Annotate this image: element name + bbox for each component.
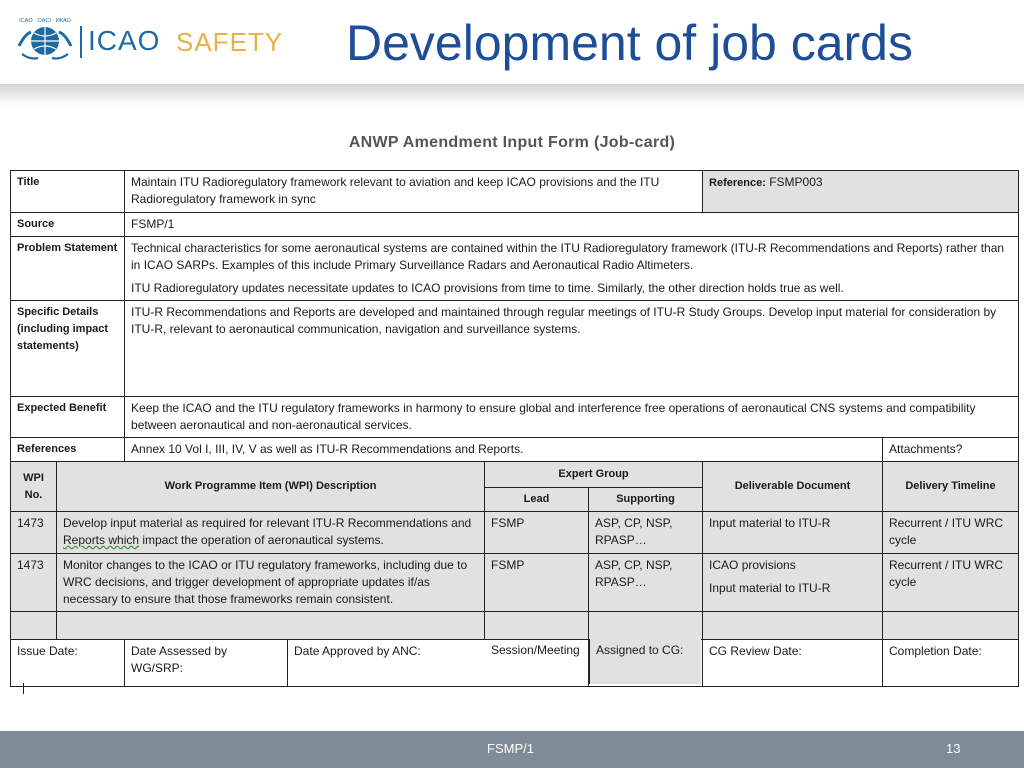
- wpi-number: 1473: [11, 512, 57, 554]
- wpi-deliverable: ICAO provisions Input material to ITU-R: [703, 554, 883, 612]
- empty-cell: [11, 612, 57, 640]
- wpi-description: Monitor changes to the ICAO or ITU regulatory frameworks, including due to WRC decisions, and trigger development of appropriate updates if/as necessary to ensure that those frameworks remain consistent.: [57, 554, 485, 612]
- wpi-row: [11, 554, 1019, 612]
- margin-tick: [23, 683, 24, 694]
- reference-cell: [703, 171, 1019, 213]
- cg-review-date-cell: CG Review Date:: [703, 640, 883, 687]
- issue-date-cell: Issue Date:: [11, 640, 125, 687]
- specific-details-row: [11, 301, 1019, 397]
- assigned-to-cg-cell: Assigned to CG:: [589, 639, 701, 684]
- title-value: Maintain ITU Radioregulatory framework relevant to aviation and keep ICAO provisions and the ITU Radioregulatory framework in sync: [125, 171, 703, 213]
- title-label: Title: [11, 171, 125, 213]
- footer-label: FSMP/1: [487, 741, 534, 756]
- attachments-label: Attachments?: [883, 438, 1019, 462]
- wpi-number-header: WPI No.: [11, 462, 57, 512]
- wpi-row: [11, 512, 1019, 554]
- header-shadow: [0, 84, 1024, 106]
- expected-benefit-value: Keep the ICAO and the ITU regulatory frameworks in harmony to ensure global and interference free operations of aeronautical CNS systems and compatibility between aeronautical and non-aeronautical services.: [125, 397, 1019, 438]
- empty-cell: [57, 612, 485, 640]
- source-row: [11, 213, 1019, 237]
- date-assessed-cell: Date Assessed by WG/SRP:: [125, 640, 288, 686]
- date-approved-cell: Date Approved by ANC:: [294, 644, 421, 658]
- problem-statement-label: Problem Statement: [11, 237, 125, 301]
- svg-text:ICAO · OACI · ИКАО: ICAO · OACI · ИКАО: [19, 18, 71, 24]
- expected-benefit-row: [11, 397, 1019, 438]
- deliverable-header: Deliverable Document: [703, 462, 883, 512]
- source-value: FSMP/1: [125, 213, 1019, 237]
- session-meeting-cell: Session/Meeting: [491, 643, 580, 657]
- specific-details-value: ITU-R Recommendations and Reports are developed and maintained through regular meetings of ITU-R Study Groups. Develop input material for consideration by ITU-R, relevant to aeronautical communication, navigation and surveillance systems.: [125, 301, 1019, 397]
- wpi-supporting: ASP, CP, NSP, RPASP…: [589, 512, 703, 554]
- empty-cell: [703, 612, 883, 640]
- wpi-timeline: Recurrent / ITU WRC cycle: [883, 512, 1019, 554]
- form-title: ANWP Amendment Input Form (Job-card): [348, 134, 676, 151]
- reference-value: FSMP003: [769, 175, 823, 189]
- wpi-empty-row: [11, 612, 1019, 640]
- reference-label: Reference:: [709, 177, 766, 189]
- slide-title: Development of job cards: [346, 15, 913, 71]
- logo-separator: [80, 26, 82, 58]
- empty-cell: [589, 612, 703, 640]
- expected-benefit-label: Expected Benefit: [11, 397, 125, 438]
- wpi-deliverable: Input material to ITU-R: [703, 512, 883, 554]
- wpi-lead: FSMP: [485, 554, 589, 612]
- empty-cell: [883, 612, 1019, 640]
- wpi-description: Develop input material as required for relevant ITU-R Recommendations and Reports which impact the operation of aeronautical systems.: [57, 512, 485, 554]
- expert-group-header: Expert Group: [485, 462, 703, 488]
- safety-tagline: SAFETY: [176, 27, 284, 57]
- problem-statement-value: [125, 237, 1019, 301]
- references-value: Annex 10 Vol I, III, IV, V as well as ITU-R Recommendations and Reports.: [125, 438, 883, 462]
- icao-wordmark: ICAO: [88, 25, 161, 56]
- icao-emblem-icon: [14, 14, 76, 68]
- source-label: Source: [11, 213, 125, 237]
- wpi-supporting: ASP, CP, NSP, RPASP…: [589, 554, 703, 612]
- wpi-lead: FSMP: [485, 512, 589, 554]
- wpi-header-row: [11, 462, 1019, 488]
- page-number: 13: [946, 741, 961, 756]
- timeline-header: Delivery Timeline: [883, 462, 1019, 512]
- job-card-table: [10, 170, 1019, 687]
- completion-date-cell: Completion Date:: [883, 640, 1019, 687]
- empty-cell: [485, 612, 589, 640]
- references-row: [11, 438, 1019, 462]
- problem-paragraph-1: Technical characteristics for some aeronautical systems are contained within the ITU Radioregulatory framework (ITU-R Recommendations and Reports) rather than in ICAO SARPs. Examples of this include Primary Surveillance Radars and Aeronautical Radio Altimeters.: [131, 241, 1005, 272]
- spellcheck-underline: Reports which: [63, 533, 140, 547]
- references-label: References: [11, 438, 125, 462]
- wpi-timeline: Recurrent / ITU WRC cycle: [883, 554, 1019, 612]
- problem-paragraph-2: ITU Radioregulatory updates necessitate updates to ICAO provisions from time to time. Similarly, the other direction holds true as well.: [131, 281, 844, 295]
- problem-statement-row: [11, 237, 1019, 301]
- title-row: [11, 171, 1019, 213]
- wpi-number: 1473: [11, 554, 57, 612]
- wpi-description-header: Work Programme Item (WPI) Description: [57, 462, 485, 512]
- lead-header: Lead: [485, 488, 589, 512]
- specific-details-label: Specific Details (including impact statements): [11, 301, 125, 397]
- supporting-header: Supporting: [589, 488, 703, 512]
